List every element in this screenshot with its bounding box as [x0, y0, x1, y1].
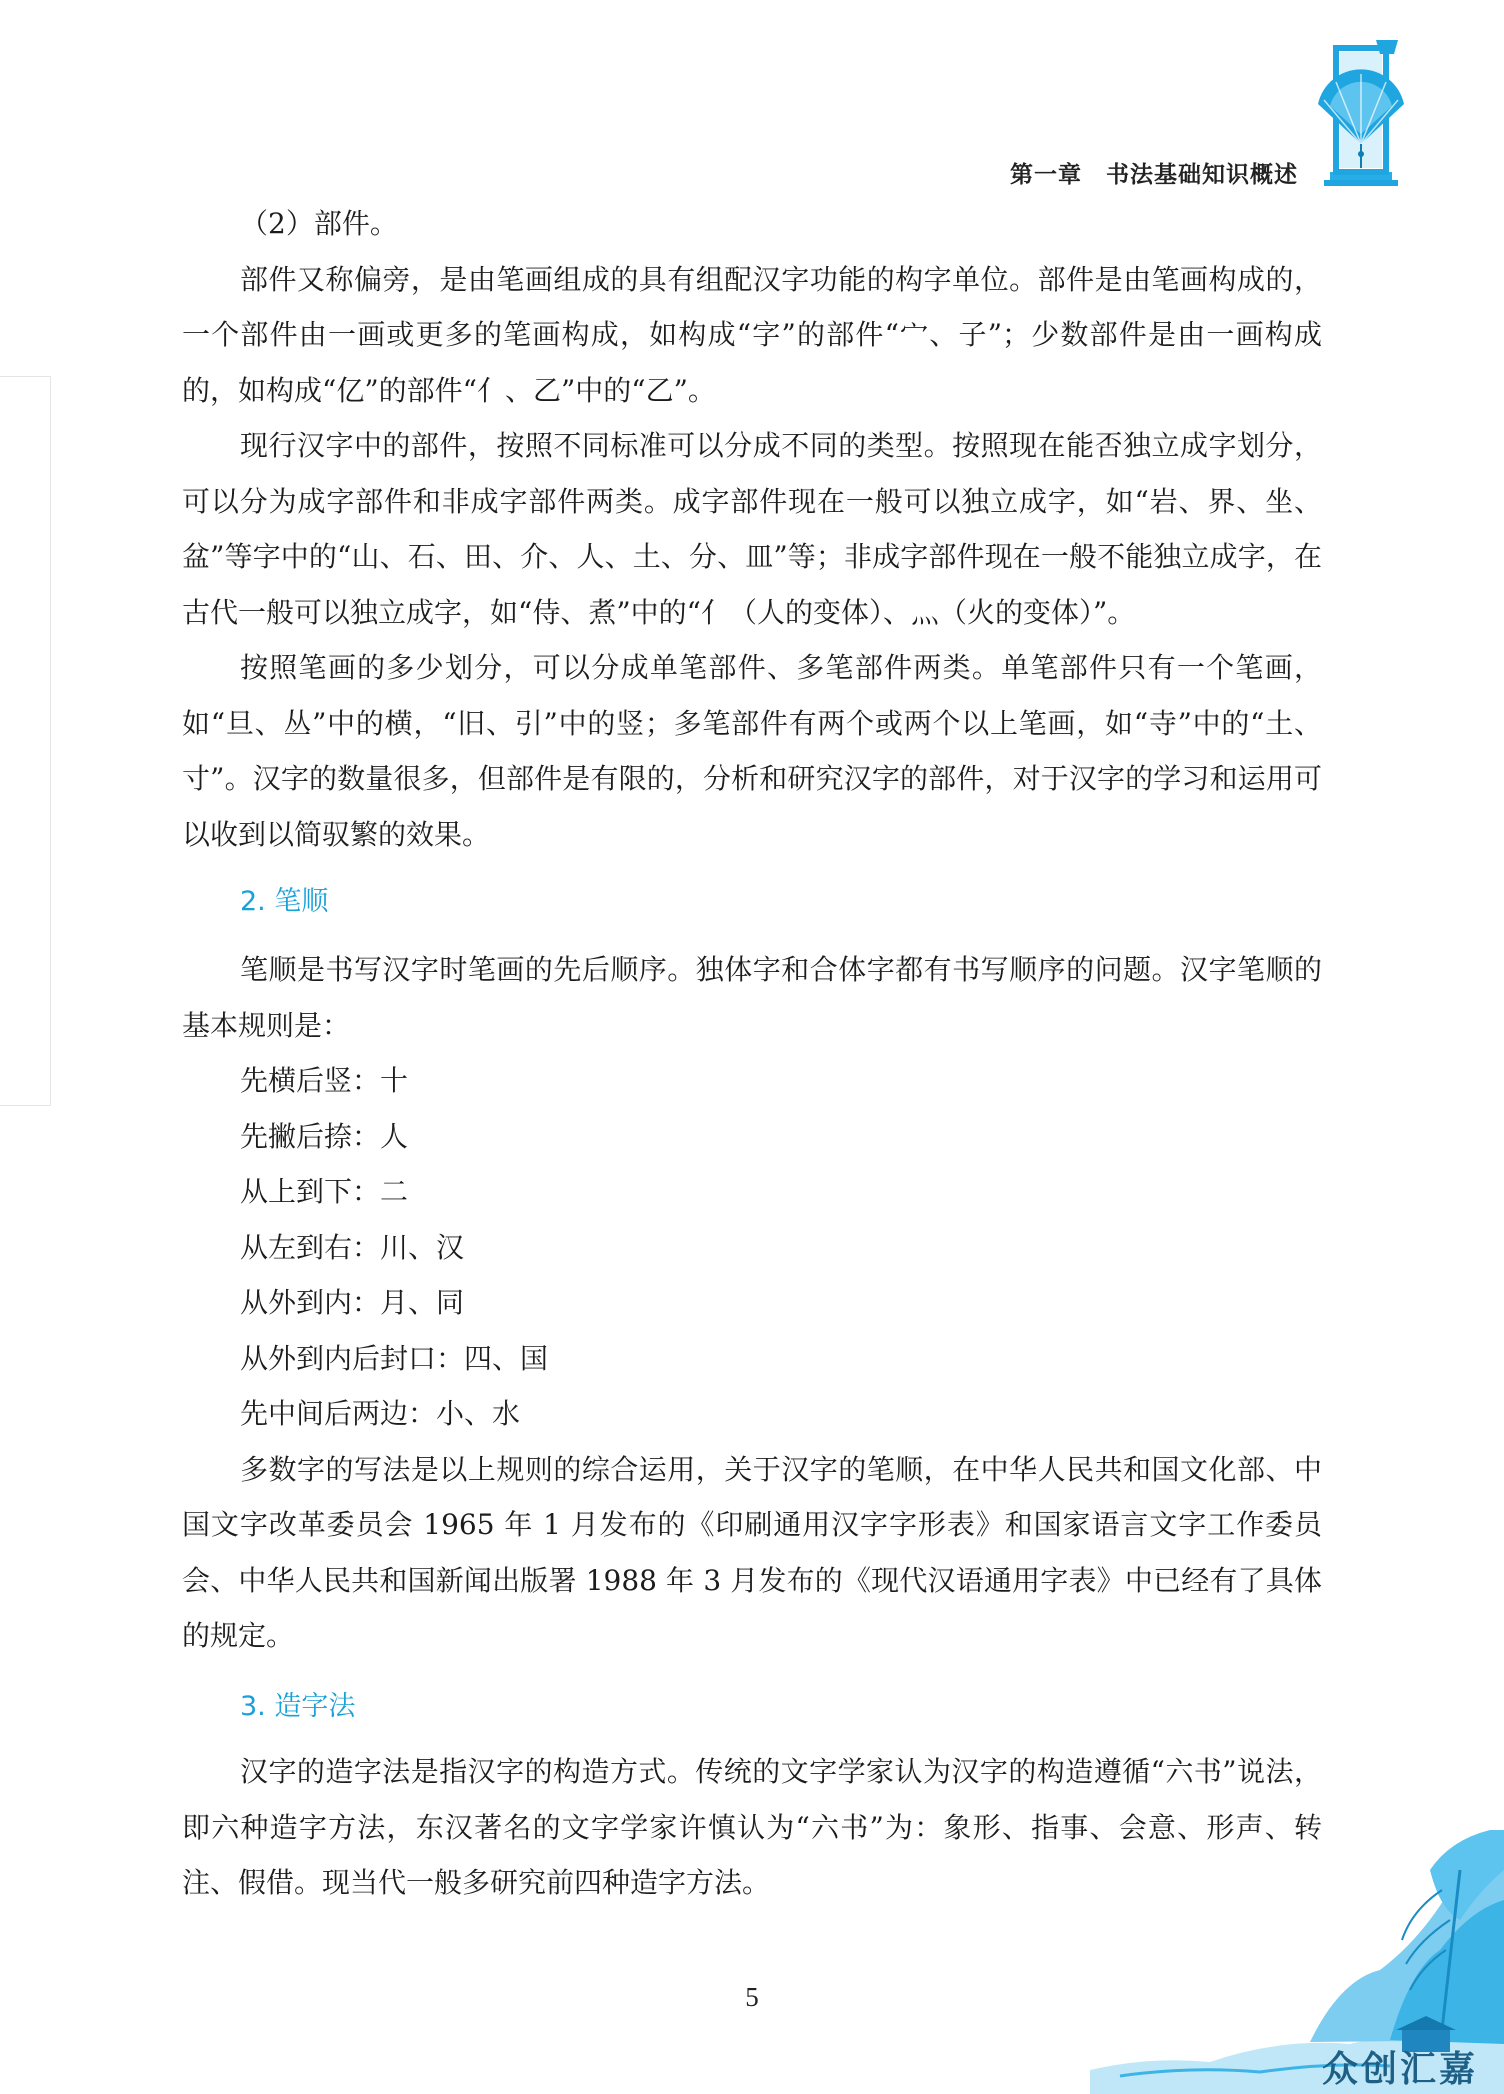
stroke-order-outro: 多数字的写法是以上规则的综合运用，关于汉字的笔顺，在中华人民共和国文化部、中国文字改革委员会 1965 年 1 月发布的《印刷通用汉字字形表》和国家语言文字工作委员会、中华人民共和国新闻出版署 1988 年 3 月发布的《现代汉语通用字表》中已经有了具体的规定。: [182, 1452, 1322, 1652]
components-paragraph-2: 现行汉字中的部件，按照不同标准可以分成不同的类型。按照现在能否独立成字划分，可以分为成字部件和非成字部件两类。成字部件现在一般可以独立成字，如“岩、界、坐、盆”等字中的“山、石、田、介、人、土、分、皿”等；非成字部件现在一般不能独立成字，在古代一般可以独立成字，如“侍、煮”中的“亻（人的变体）、灬（火的变体）”。: [182, 429, 1322, 629]
stroke-rule: 先撇后捺：人: [240, 1119, 409, 1153]
chapter-title: 第一章 书法基础知识概述: [1010, 161, 1298, 188]
components-paragraph-1: 部件又称偏旁，是由笔画组成的具有组配汉字功能的构字单位。部件是由笔画构成的，一个部件由一画或更多的笔画构成，如构成“字”的部件“宀、子”；少数部件是由一画构成的，如构成“亿”的部件“亻、乙”中的“乙”。: [182, 262, 1322, 407]
stroke-rule: 从上到下：二: [240, 1175, 409, 1208]
formation-heading: 3. 造字法: [240, 1691, 356, 1722]
components-section: [182, 196, 1322, 862]
page-number: 5: [745, 1982, 759, 2012]
stroke-order-section: [182, 942, 1322, 1664]
stroke-rule: 从外到内后封口：四、国: [240, 1341, 549, 1375]
formation-paragraph: 汉字的造字法是指汉字的构造方式。传统的文字学家认为汉字的构造遵循“六书”说法，即六种造字方法，东汉著名的文字学家许慎认为“六书”为：象形、指事、会意、形声、转注、假借。现当代一般多研究前四种造字方法。: [182, 1755, 1322, 1899]
stroke-rule: 从左到右：川、汉: [240, 1230, 465, 1264]
stroke-rule: 先中间后两边：小、水: [240, 1397, 521, 1430]
watermark-text: 众创汇嘉: [1322, 2049, 1479, 2090]
stroke-order-heading: 2. 笔顺: [240, 886, 329, 917]
fan-emblem-icon: [1316, 34, 1406, 186]
stroke-rule: 从外到内：月、同: [240, 1286, 465, 1319]
stroke-rule: 先横后竖：十: [240, 1064, 409, 1097]
components-subheading: （2）部件。: [240, 207, 398, 240]
binding-strip: [0, 376, 51, 1106]
components-paragraph-3: 按照笔画的多少划分，可以分成单笔部件、多笔部件两类。单笔部件只有一个笔画，如“旦、丛”中的横，“旧、引”中的竖；多笔部件有两个或两个以上笔画，如“寺”中的“土、寸”。汉字的数量很多，但部件是有限的，分析和研究汉字的部件，对于汉字的学习和运用可以收到以简驭繁的效果。: [182, 651, 1322, 851]
stroke-order-intro: 笔顺是书写汉字时笔画的先后顺序。独体字和合体字都有书写顺序的问题。汉字笔顺的基本规则是：: [182, 953, 1322, 1042]
